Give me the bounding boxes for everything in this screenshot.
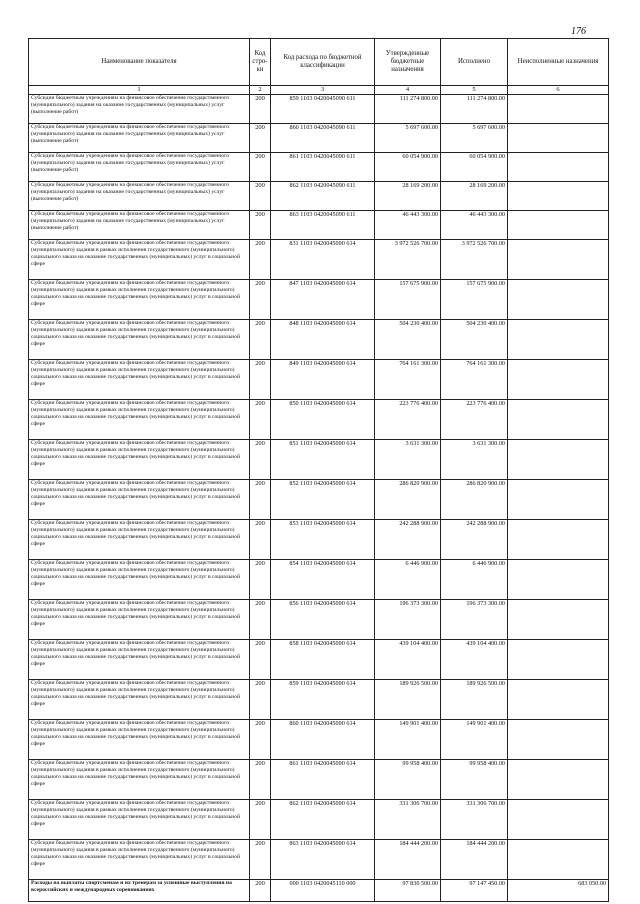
row-approved: 6 446 900.00 <box>375 560 441 600</box>
row-code: 200 <box>250 153 271 182</box>
row-approved: 764 161 300.00 <box>375 360 441 400</box>
row-expense-code: 859 1103 0420045090 614 <box>271 680 375 720</box>
row-executed: 439 104 400.00 <box>441 640 508 680</box>
column-number: 3 <box>271 86 375 95</box>
row-approved: 97 830 500.00 <box>375 880 441 902</box>
table-row <box>29 182 609 211</box>
row-expense-code: 863 1103 0420045090 614 <box>271 840 375 880</box>
row-unexecuted <box>508 600 609 640</box>
table-row <box>29 320 609 360</box>
row-unexecuted <box>508 720 609 760</box>
row-executed: 184 444 200.00 <box>441 840 508 880</box>
row-name: Субсидии бюджетным учреждениям на финансовое обеспечение государственного (муниципального) задания в рамках исполнения государственного (муниципального) социального заказа на оказание государственных (муниципальных) услуг в социальной сфере <box>29 280 250 320</box>
row-code: 200 <box>250 480 271 520</box>
table-row <box>29 560 609 600</box>
table-row <box>29 600 609 640</box>
row-executed: 46 443 300.00 <box>441 211 508 240</box>
row-name: Субсидии бюджетным учреждениям на финансовое обеспечение государственного (муниципального) задания в рамках исполнения государственного (муниципального) социального заказа на оказание государственных (муниципальных) услуг в социальной сфере <box>29 320 250 360</box>
row-executed: 157 675 900.00 <box>441 280 508 320</box>
row-approved: 189 926 500.00 <box>375 680 441 720</box>
row-executed: 331 306 700.00 <box>441 800 508 840</box>
row-expense-code: 848 1103 0420045090 614 <box>271 320 375 360</box>
row-unexecuted <box>508 400 609 440</box>
row-code: 200 <box>250 720 271 760</box>
table-row <box>29 240 609 280</box>
row-executed: 111 274 800.00 <box>441 95 508 124</box>
row-name: Субсидии бюджетным учреждениям на финансовое обеспечение государственного (муниципального) задания в рамках исполнения государственного (муниципального) социального заказа на оказание государственных (муниципальных) услуг в социальной сфере <box>29 720 250 760</box>
row-approved: 3 972 526 700.00 <box>375 240 441 280</box>
row-expense-code: 850 1103 0420045090 614 <box>271 400 375 440</box>
row-unexecuted <box>508 640 609 680</box>
row-unexecuted <box>508 95 609 124</box>
table-row <box>29 640 609 680</box>
row-executed: 60 054 900.00 <box>441 153 508 182</box>
row-expense-code: 860 1103 0420045090 614 <box>271 720 375 760</box>
table-row <box>29 153 609 182</box>
row-unexecuted: 683 050.00 <box>508 880 609 902</box>
column-number: 2 <box>250 86 271 95</box>
row-approved: 504 230 400.00 <box>375 320 441 360</box>
row-code: 200 <box>250 240 271 280</box>
row-executed: 223 776 400.00 <box>441 400 508 440</box>
budget-execution-table <box>28 38 609 902</box>
row-code: 200 <box>250 440 271 480</box>
row-approved: 223 776 400.00 <box>375 400 441 440</box>
row-code: 200 <box>250 800 271 840</box>
row-name: Субсидии бюджетным учреждениям на финансовое обеспечение государственного (муниципального) задания в рамках исполнения государственного (муниципального) социального заказа на оказание государственных (муниципальных) услуг в социальной сфере <box>29 640 250 680</box>
row-expense-code: 858 1103 0420045090 614 <box>271 640 375 680</box>
row-approved: 99 958 400.00 <box>375 760 441 800</box>
row-code: 200 <box>250 760 271 800</box>
row-code: 200 <box>250 680 271 720</box>
table-row <box>29 840 609 880</box>
row-unexecuted <box>508 124 609 153</box>
table-row <box>29 800 609 840</box>
row-unexecuted <box>508 211 609 240</box>
table-row <box>29 880 609 902</box>
row-executed: 242 288 900.00 <box>441 520 508 560</box>
table-body <box>29 95 609 902</box>
row-executed: 5 697 600.00 <box>441 124 508 153</box>
table-row <box>29 211 609 240</box>
row-approved: 184 444 200.00 <box>375 840 441 880</box>
table-row <box>29 124 609 153</box>
header-row-code: Код стро-ки <box>250 39 271 86</box>
row-unexecuted <box>508 840 609 880</box>
row-approved: 242 288 900.00 <box>375 520 441 560</box>
row-code: 200 <box>250 95 271 124</box>
row-code: 200 <box>250 124 271 153</box>
row-unexecuted <box>508 560 609 600</box>
column-number-row <box>29 86 609 95</box>
row-expense-code: 860 1103 0420045090 611 <box>271 124 375 153</box>
row-expense-code: 849 1103 0420045090 614 <box>271 360 375 400</box>
table-row <box>29 760 609 800</box>
table-row <box>29 440 609 480</box>
row-name: Субсидии бюджетным учреждениям на финансовое обеспечение государственного (муниципального) задания в рамках исполнения государственного (муниципального) социального заказа на оказание государственных (муниципальных) услуг в социальной сфере <box>29 240 250 280</box>
row-approved: 149 901 400.00 <box>375 720 441 760</box>
row-unexecuted <box>508 800 609 840</box>
row-name: Субсидии бюджетным учреждениям на финансовое обеспечение государственного (муниципального) задания в рамках исполнения государственного (муниципального) социального заказа на оказание государственных (муниципальных) услуг в социальной сфере <box>29 760 250 800</box>
row-executed: 99 958 400.00 <box>441 760 508 800</box>
table-row <box>29 520 609 560</box>
row-expense-code: 851 1103 0420045090 614 <box>271 440 375 480</box>
row-unexecuted <box>508 360 609 400</box>
header-approved: Утвержденные бюджетные назначения <box>375 39 441 86</box>
row-unexecuted <box>508 182 609 211</box>
table-row <box>29 400 609 440</box>
row-code: 200 <box>250 280 271 320</box>
row-name: Субсидии бюджетным учреждениям на финансовое обеспечение государственного (муниципального) задания на оказание государственных (муниципальных) услуг (выполнение работ) <box>29 153 250 182</box>
row-expense-code: 853 1103 0420045090 614 <box>271 520 375 560</box>
row-code: 200 <box>250 182 271 211</box>
row-approved: 331 306 700.00 <box>375 800 441 840</box>
row-code: 200 <box>250 640 271 680</box>
row-expense-code: 861 1103 0420045090 614 <box>271 760 375 800</box>
row-unexecuted <box>508 240 609 280</box>
row-executed: 504 230 400.00 <box>441 320 508 360</box>
table-row <box>29 480 609 520</box>
row-name: Субсидии бюджетным учреждениям на финансовое обеспечение государственного (муниципального) задания в рамках исполнения государственного (муниципального) социального заказа на оказание государственных (муниципальных) услуг в социальной сфере <box>29 680 250 720</box>
row-code: 200 <box>250 560 271 600</box>
table-row <box>29 95 609 124</box>
row-unexecuted <box>508 680 609 720</box>
row-expense-code: 859 1103 0420045090 611 <box>271 95 375 124</box>
row-name: Субсидии бюджетным учреждениям на финансовое обеспечение государственного (муниципального) задания в рамках исполнения государственного (муниципального) социального заказа на оказание государственных (муниципальных) услуг в социальной сфере <box>29 360 250 400</box>
row-name: Субсидии бюджетным учреждениям на финансовое обеспечение государственного (муниципального) задания в рамках исполнения государственного (муниципального) социального заказа на оказание государственных (муниципальных) услуг в социальной сфере <box>29 520 250 560</box>
row-name: Субсидии бюджетным учреждениям на финансовое обеспечение государственного (муниципального) задания в рамках исполнения государственного (муниципального) социального заказа на оказание государственных (муниципальных) услуг в социальной сфере <box>29 840 250 880</box>
column-number: 4 <box>375 86 441 95</box>
row-approved: 196 373 300.00 <box>375 600 441 640</box>
row-code: 200 <box>250 211 271 240</box>
column-number: 6 <box>508 86 609 95</box>
row-executed: 97 147 450.00 <box>441 880 508 902</box>
row-expense-code: 000 1103 0420045110 000 <box>271 880 375 902</box>
row-executed: 149 901 400.00 <box>441 720 508 760</box>
row-expense-code: 854 1103 0420045090 614 <box>271 560 375 600</box>
row-unexecuted <box>508 480 609 520</box>
row-code: 200 <box>250 880 271 902</box>
row-code: 200 <box>250 520 271 560</box>
row-code: 200 <box>250 320 271 360</box>
row-name: Расходы на выплаты спортсменам и их тренерам за успешные выступления на всероссийских и международных соревнованиях <box>29 880 250 902</box>
row-approved: 286 820 900.00 <box>375 480 441 520</box>
row-executed: 286 820 900.00 <box>441 480 508 520</box>
row-name: Субсидии бюджетным учреждениям на финансовое обеспечение государственного (муниципального) задания в рамках исполнения государственного (муниципального) социального заказа на оказание государственных (муниципальных) услуг в социальной сфере <box>29 600 250 640</box>
row-approved: 111 274 800.00 <box>375 95 441 124</box>
row-name: Субсидии бюджетным учреждениям на финансовое обеспечение государственного (муниципального) задания на оказание государственных (муниципальных) услуг (выполнение работ) <box>29 124 250 153</box>
row-code: 200 <box>250 600 271 640</box>
row-expense-code: 862 1103 0420045090 614 <box>271 800 375 840</box>
row-name: Субсидии бюджетным учреждениям на финансовое обеспечение государственного (муниципального) задания на оказание государственных (муниципальных) услуг (выполнение работ) <box>29 182 250 211</box>
row-unexecuted <box>508 280 609 320</box>
table-row <box>29 720 609 760</box>
row-name: Субсидии бюджетным учреждениям на финансовое обеспечение государственного (муниципального) задания в рамках исполнения государственного (муниципального) социального заказа на оказание государственных (муниципальных) услуг в социальной сфере <box>29 800 250 840</box>
row-unexecuted <box>508 320 609 360</box>
row-name: Субсидии бюджетным учреждениям на финансовое обеспечение государственного (муниципального) задания в рамках исполнения государственного (муниципального) социального заказа на оказание государственных (муниципальных) услуг в социальной сфере <box>29 400 250 440</box>
row-executed: 28 169 200.00 <box>441 182 508 211</box>
header-name: Наименование показателя <box>29 39 250 86</box>
row-expense-code: 856 1103 0420045090 614 <box>271 600 375 640</box>
row-executed: 3 631 300.00 <box>441 440 508 480</box>
row-executed: 189 926 500.00 <box>441 680 508 720</box>
row-approved: 3 631 300.00 <box>375 440 441 480</box>
row-approved: 5 697 600.00 <box>375 124 441 153</box>
row-name: Субсидии бюджетным учреждениям на финансовое обеспечение государственного (муниципального) задания на оказание государственных (муниципальных) услуг (выполнение работ) <box>29 211 250 240</box>
row-executed: 6 446 900.00 <box>441 560 508 600</box>
table-row <box>29 680 609 720</box>
row-expense-code: 831 1103 0420045090 614 <box>271 240 375 280</box>
row-approved: 157 675 900.00 <box>375 280 441 320</box>
row-name: Субсидии бюджетным учреждениям на финансовое обеспечение государственного (муниципального) задания в рамках исполнения государственного (муниципального) социального заказа на оказание государственных (муниципальных) услуг в социальной сфере <box>29 560 250 600</box>
column-number: 5 <box>441 86 508 95</box>
row-expense-code: 862 1103 0420045090 611 <box>271 182 375 211</box>
header-expense-code: Код расхода по бюджетной классификации <box>271 39 375 86</box>
header-executed: Исполнено <box>441 39 508 86</box>
row-executed: 196 373 300.00 <box>441 600 508 640</box>
row-unexecuted <box>508 153 609 182</box>
row-name: Субсидии бюджетным учреждениям на финансовое обеспечение государственного (муниципального) задания на оказание государственных (муниципальных) услуг (выполнение работ) <box>29 95 250 124</box>
page-number: 176 <box>571 26 586 37</box>
row-approved: 28 169 200.00 <box>375 182 441 211</box>
header-row <box>29 39 609 86</box>
row-unexecuted <box>508 760 609 800</box>
row-expense-code: 847 1103 0420045090 614 <box>271 280 375 320</box>
row-approved: 46 443 300.00 <box>375 211 441 240</box>
row-approved: 60 054 900.00 <box>375 153 441 182</box>
row-expense-code: 852 1103 0420045090 614 <box>271 480 375 520</box>
row-expense-code: 861 1103 0420045090 611 <box>271 153 375 182</box>
row-name: Субсидии бюджетным учреждениям на финансовое обеспечение государственного (муниципального) задания в рамках исполнения государственного (муниципального) социального заказа на оказание государственных (муниципальных) услуг в социальной сфере <box>29 480 250 520</box>
header-unexecuted: Неисполненные назначения <box>508 39 609 86</box>
row-code: 200 <box>250 400 271 440</box>
row-unexecuted <box>508 440 609 480</box>
row-code: 200 <box>250 360 271 400</box>
column-number: 1 <box>29 86 250 95</box>
row-executed: 3 972 526 700.00 <box>441 240 508 280</box>
row-unexecuted <box>508 520 609 560</box>
row-approved: 439 104 400.00 <box>375 640 441 680</box>
row-expense-code: 863 1103 0420045090 611 <box>271 211 375 240</box>
row-name: Субсидии бюджетным учреждениям на финансовое обеспечение государственного (муниципального) задания в рамках исполнения государственного (муниципального) социального заказа на оказание государственных (муниципальных) услуг в социальной сфере <box>29 440 250 480</box>
row-executed: 764 161 300.00 <box>441 360 508 400</box>
table-row <box>29 360 609 400</box>
table-row <box>29 280 609 320</box>
row-code: 200 <box>250 840 271 880</box>
